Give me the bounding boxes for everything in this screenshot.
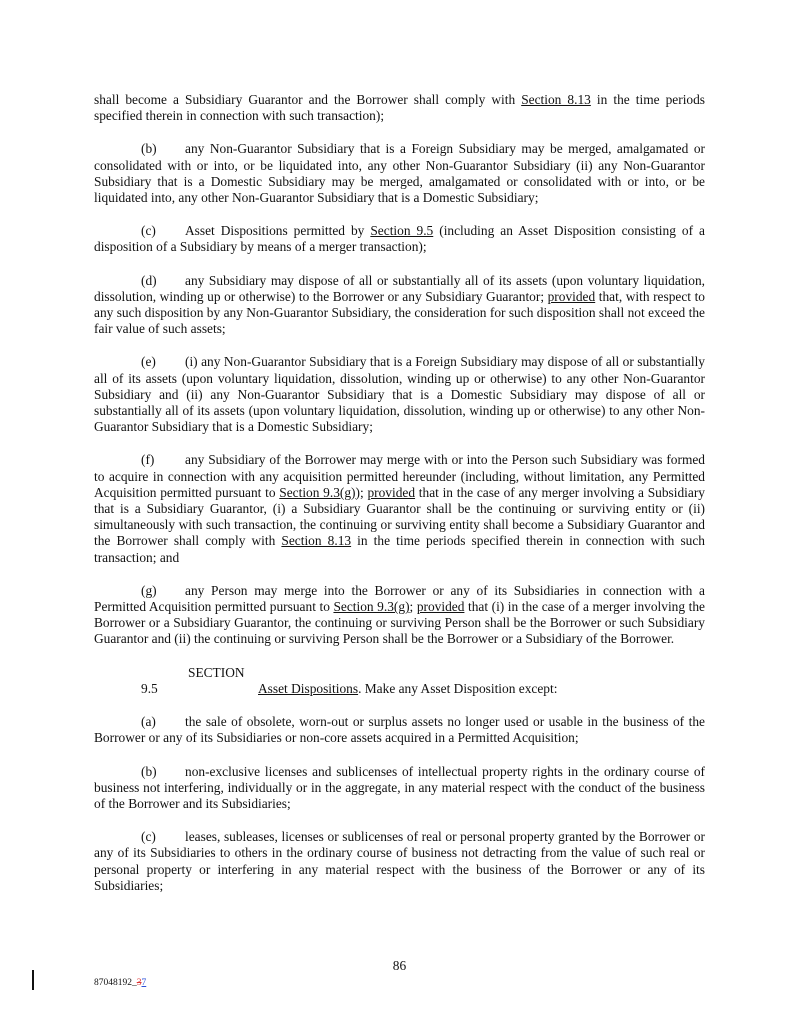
clause-g: (g) any Person may merge into the Borrower or any of its Subsidiaries in connection with a Permitted Acquisition permitted pursuant to Section 9.3(g); provided that (i) in the case of a merger involving the Borrower or a Subsidiary Guarantor, the continuing or surviving Person shall be the Borrower or such Subsidiary Guarantor and (ii) the continuing or surviving Person shall be the Borrower or a Subsidiary of the Borrower. [94, 582, 705, 647]
section-clause-c: (c) leases, subleases, licenses or sublicenses of real or personal property granted by the Borrower or any of its Subsidiaries to others in the ordinary course of business not detracting from the value of such real or personal property or interfering in any material respect with the business of the Borrower or any of its Subsidiaries; [94, 829, 705, 893]
clause-label: (a) [141, 714, 156, 730]
section-title: Asset Dispositions [258, 680, 359, 696]
section-heading: SECTION 9.5 Asset Dispositions. Make any Asset Disposition except: [141, 664, 558, 696]
clause-label: (f) [141, 452, 155, 468]
section-clause-b: (b) non-exclusive licenses and sublicenses of intellectual property rights in the ordinary course of business not interfering, individually or in the aggregate, in any material respect with the conduct of the business of the Borrower and its Subsidiaries; [94, 763, 705, 811]
document-id: 87048192_37 [94, 978, 147, 988]
page-number: 86 [392, 958, 407, 973]
clause-f: (f) any Subsidiary of the Borrower may merge with or into the Person such Subsidiary was formed to acquire in connection with any acquisition permitted hereunder (including, without limitation, any Permitted Acquisition permitted pursuant to Section 9.3(g)); provided that in the case of any merger involving a Subsidiary that is a Subsidiary Guarantor, (i) a Subsidiary Guarantor shall be the continuing or surviving entity or (ii) simultaneously with such transaction, the continuing or surviving entity shall become a Subsidiary Guarantor and the Borrower shall comply with Section 8.13 in the time periods specified therein in connection with such transaction; and [94, 452, 706, 565]
clause-label: (c) [141, 829, 156, 845]
proviso: provided [547, 288, 596, 304]
proviso: provided [367, 484, 416, 500]
clause-label: (d) [141, 272, 157, 288]
change-bar [32, 970, 34, 990]
clause-b: (b) any Non-Guarantor Subsidiary that is a Foreign Subsidiary may be merged, amalgamated or consolidated with or into, or be liquidated into, any other Non-Guarantor Subsidiary (ii) any Non-Guarantor Subsidiary that is a Domestic Subsidiary may be merged, amalgamated or consolidated with or into, or be liquidated into, any other Non-Guarantor Subsidiary that is a Domestic Subsidiary; [94, 141, 705, 206]
continuation-paragraph: shall become a Subsidiary Guarantor and the Borrower shall comply with Section 8.13 in the time periods specified therein in connection with such transaction); [94, 92, 706, 124]
section-reference: Section 8.13 [521, 92, 591, 107]
clause-label: (e) [141, 354, 156, 370]
section-number: SECTION 9.5 [141, 664, 245, 696]
deleted-version: 3 [136, 978, 142, 988]
section-clause-a: (a) the sale of obsolete, worn-out or surplus assets no longer used or usable in the business of the Borrower or any of its Subsidiaries or non-core assets acquired in a Permitted Acquisition; [94, 714, 705, 746]
clause-c: (c) Asset Dispositions permitted by Section 9.5 (including an Asset Disposition consisting of a disposition of a Subsidiary by means of a merger transaction); [94, 223, 705, 255]
inserted-version: 7 [141, 978, 147, 988]
section-reference: Section 9.3(g) [333, 599, 410, 615]
clause-label: (b) [141, 141, 157, 157]
clause-label: (b) [141, 763, 157, 779]
proviso: provided [416, 599, 465, 615]
clause-d: (d) any Subsidiary may dispose of all or substantially all of its assets (upon voluntary liquidation, dissolution, winding up or otherwise) to the Borrower or any Subsidiary Guarantor; provided that, with respect to any such disposition by any Non-Guarantor Subsidiary, the consideration for such disposition shall not exceed the fair value of such assets; [94, 272, 705, 337]
clause-label: (g) [141, 582, 157, 598]
document-page [94, 92, 705, 911]
section-reference: Section 9.5 [370, 223, 434, 239]
section-reference: Section 9.3(g) [279, 484, 356, 500]
section-reference: Section 8.13 [281, 533, 352, 549]
clause-e: (e) (i) any Non-Guarantor Subsidiary that is a Foreign Subsidiary may dispose of all or substantially all of its assets (upon voluntary liquidation, dissolution, winding up or otherwise) to any other Non-Guarantor Subsidiary and (ii) any Non-Guarantor Subsidiary that is a Domestic Subsidiary may dispose of all or substantially all of its assets (upon voluntary liquidation, dissolution, winding up or otherwise) to any other Non-Guarantor Subsidiary that is a Domestic Subsidiary; [94, 354, 705, 435]
clause-label: (c) [141, 223, 156, 239]
